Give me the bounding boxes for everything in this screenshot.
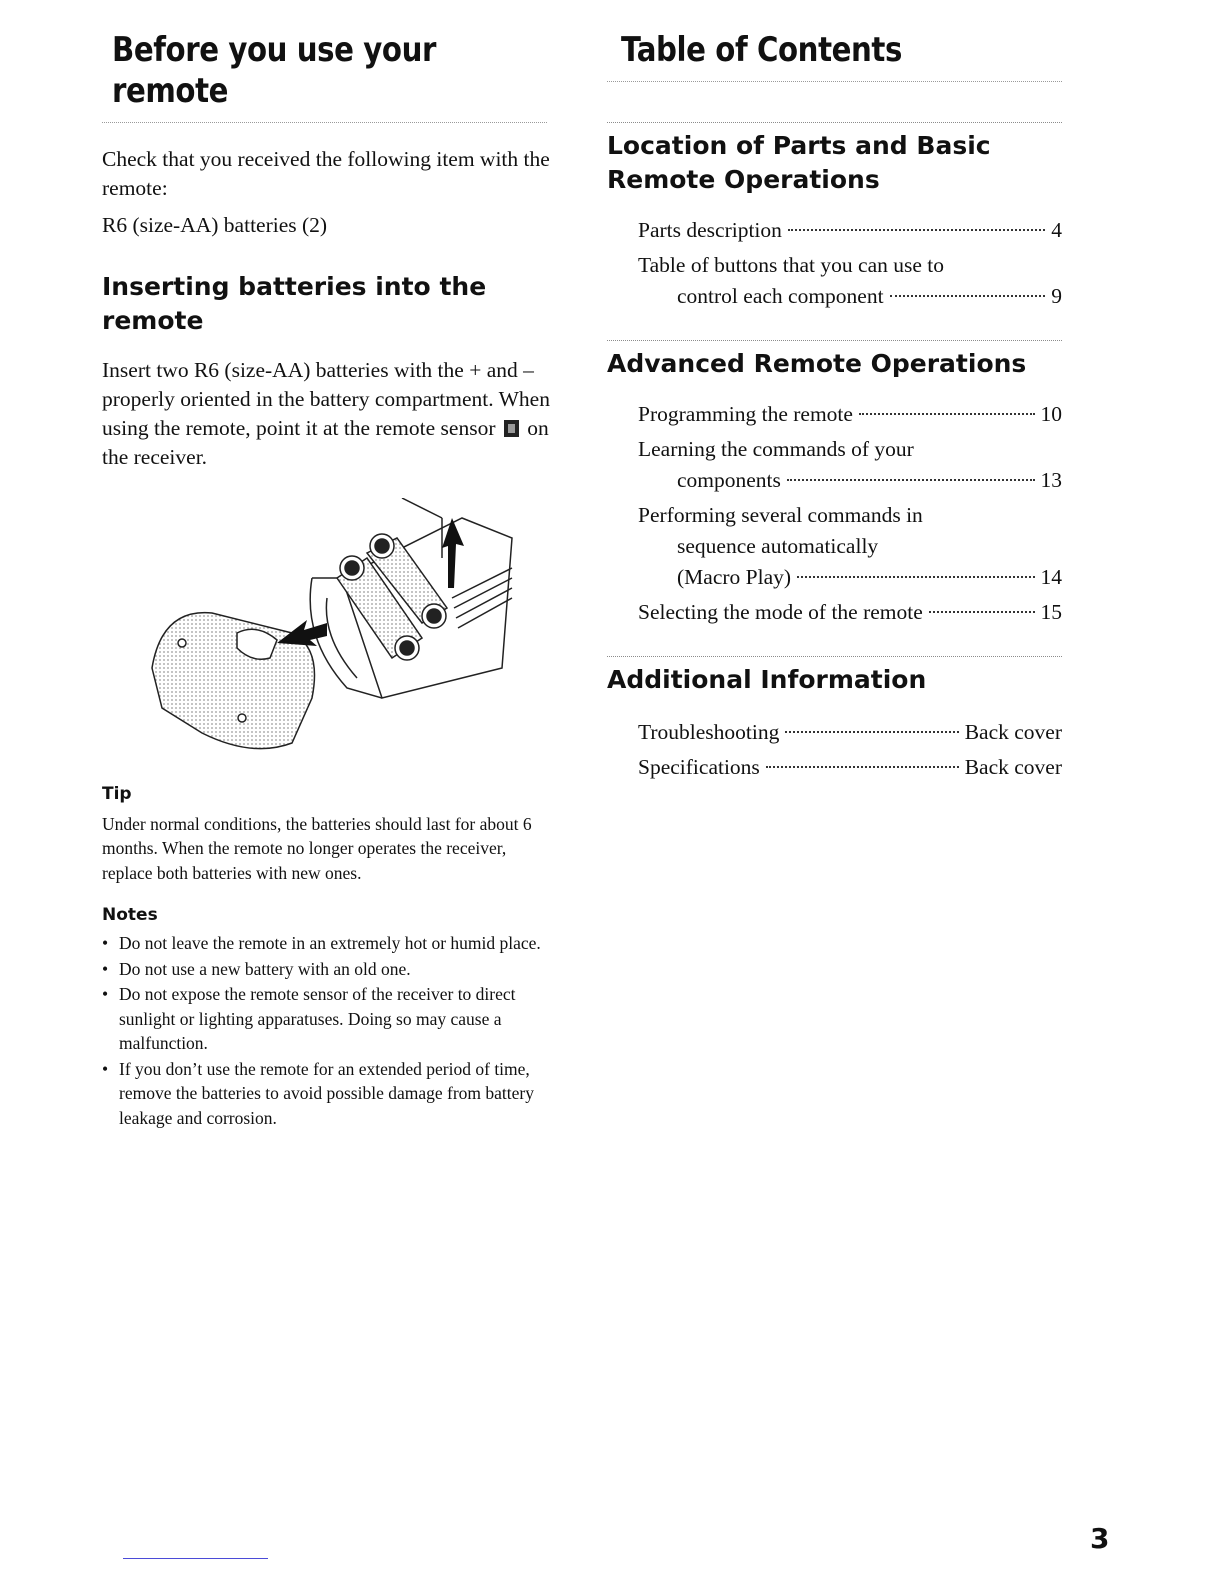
remote-sensor-icon [504,420,519,437]
toc-section-divider [607,122,1062,123]
toc-page-number: 14 [1040,564,1062,589]
toc-column [607,30,1062,783]
toc-section-divider [607,656,1062,657]
toc-section-heading: Location of Parts and Basic Remote Operations [607,130,991,194]
toc-section-heading: Additional Information [607,664,927,694]
left-column [102,30,552,1131]
footer-rule [123,1558,268,1559]
toc-page-number: Back cover [964,719,1062,744]
notes-list [102,931,552,1130]
toc-page-number: 13 [1040,467,1062,492]
toc-entry[interactable]: Parts description 4 [607,215,1062,246]
toc-entry[interactable]: Table of buttons that you can use to control each component 9 [607,250,1062,312]
note-item: • Do not leave the remote in an extremely hot or humid place. [102,933,541,954]
toc-section-heading: Advanced Remote Operations [607,348,1027,378]
insert-instructions-text-end: on the receiver. [102,415,549,469]
toc-title-divider [607,81,1062,82]
toc-entry[interactable]: Programming the remote 10 [607,399,1062,430]
battery-insertion-illustration [142,498,562,758]
toc-entry[interactable]: Performing several commands in sequence automatically (Macro Play) 14 [607,500,1062,593]
toc-section-divider [607,340,1062,341]
toc-page-number: 15 [1040,599,1062,624]
insert-instructions [102,356,552,472]
page-title-line2: remote [112,70,229,111]
page-title-line1: Before you use your [112,30,436,70]
title-divider [102,122,547,123]
toc-page-number: 10 [1040,401,1062,426]
tip-heading: Tip [102,783,132,804]
note-item: • If you don’t use the remote for an extended period of time, remove the batteries to avoid possible damage from battery leakage and corrosion. [102,1058,535,1128]
intro-text: Check that you received the following item with the remote: [102,146,550,200]
page-title [112,30,490,112]
inserting-batteries-heading: Inserting batteries into the remote [102,271,487,335]
toc-entry[interactable]: Specifications Back cover [607,752,1062,783]
toc-page-number: Back cover [964,754,1062,779]
insert-instructions-text: Insert two R6 (size-AA) batteries with the + and – properly oriented in the battery compartment. When using the remote, point it at the remote sensor [102,357,550,440]
tip-text: Under normal conditions, the batteries should last for about 6 months. When the remote no longer operates the receiver, replace both batteries with new ones. [102,813,532,883]
toc-entry[interactable]: Learning the commands of your components 13 [607,434,1062,496]
supplied-item: R6 (size-AA) batteries (2) [102,212,328,237]
page-number: 3 [1090,1522,1110,1555]
notes-heading: Notes [102,905,158,926]
toc-entry[interactable]: Selecting the mode of the remote 15 [607,597,1062,628]
toc-page-number: 4 [1051,217,1062,242]
note-item: • Do not expose the remote sensor of the receiver to direct sunlight or lighting apparatuses. Doing so may cause a malfunction. [102,984,516,1054]
note-item: • Do not use a new battery with an old one. [102,958,411,979]
toc-title: Table of Contents [621,30,902,70]
toc-entry[interactable]: Troubleshooting Back cover [607,717,1062,748]
toc-page-number: 9 [1051,283,1062,308]
